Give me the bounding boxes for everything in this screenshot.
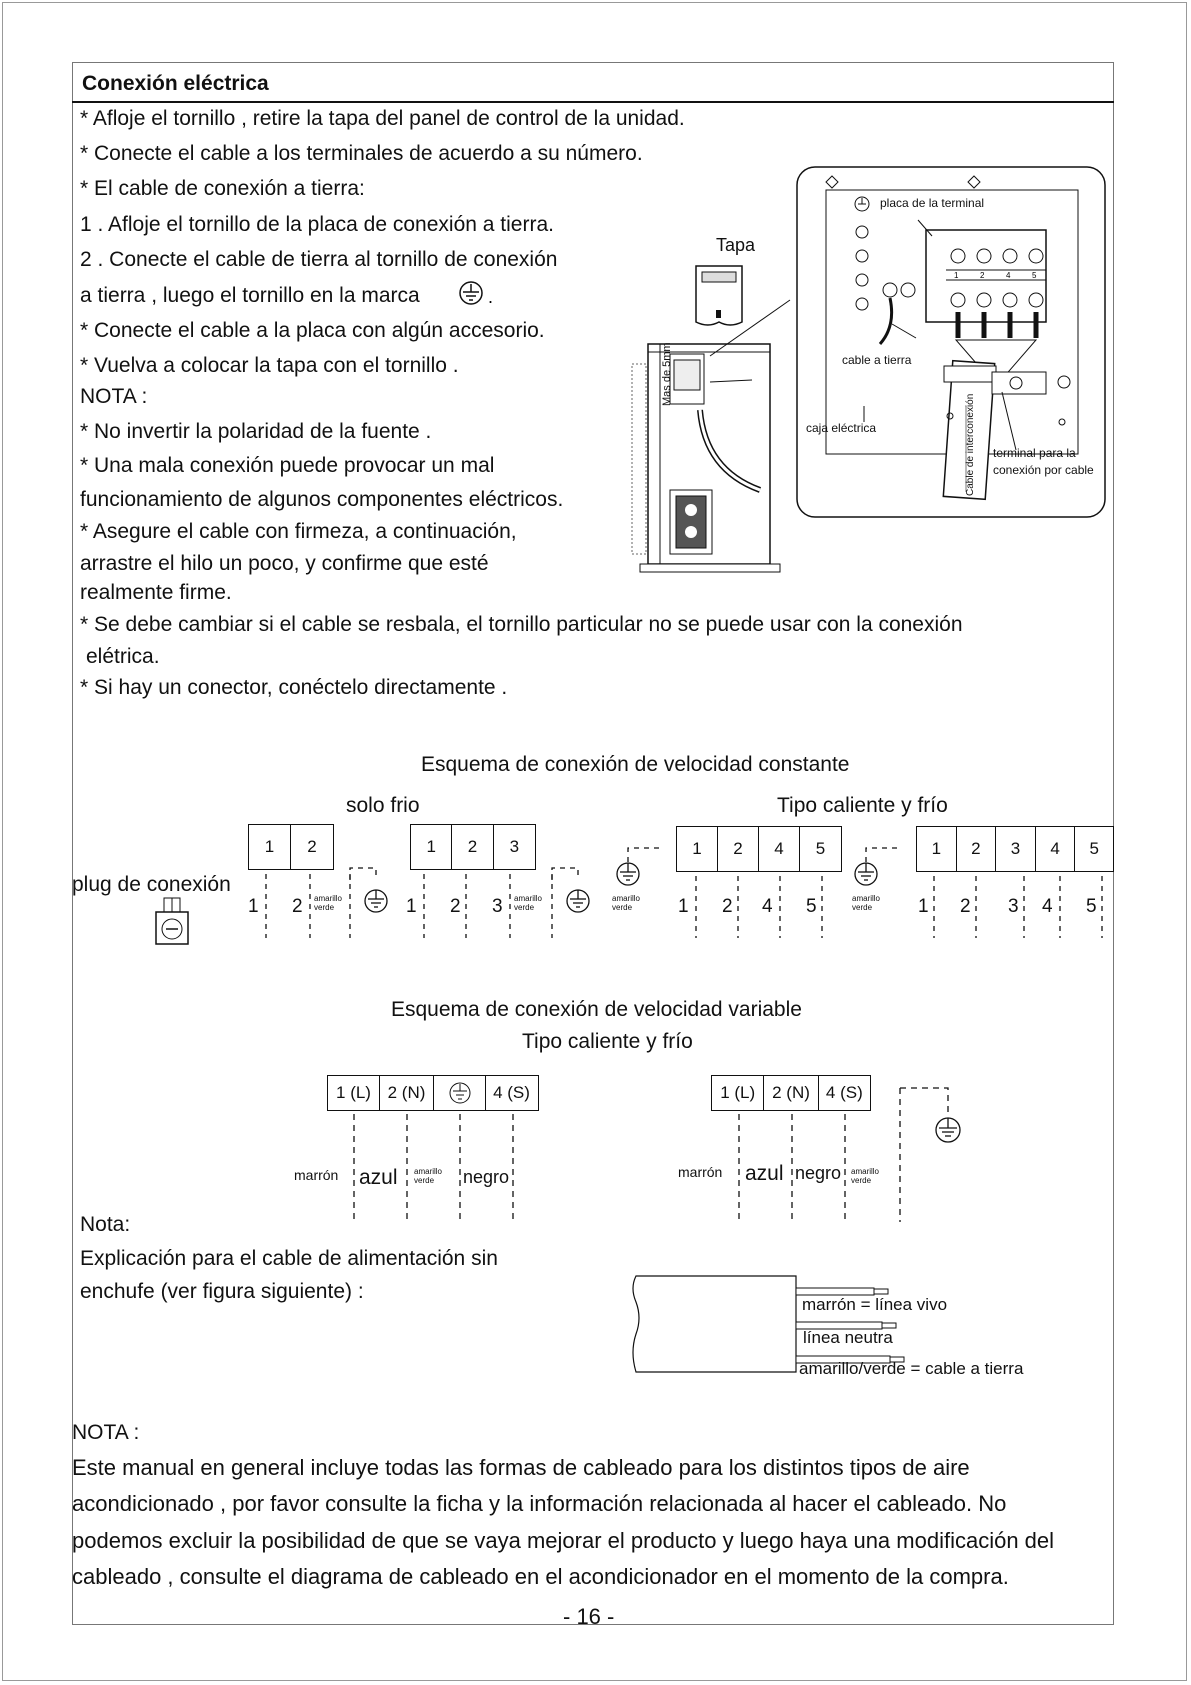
terminal-label-1: terminal para la xyxy=(993,446,1076,460)
terminal-cell: 1 (L) xyxy=(712,1076,764,1110)
cold-only-label: solo frio xyxy=(346,794,420,817)
terminal-cell: 1 (L) xyxy=(328,1076,380,1110)
wire-color-label: marrón xyxy=(294,1167,339,1183)
instruction-line: * Si hay un conector, conéctelo directamente . xyxy=(80,676,508,699)
wire-color-label: verde xyxy=(514,903,535,912)
wire-color-label: amarillo xyxy=(612,894,641,903)
wire-number: 3 xyxy=(1008,896,1019,917)
instruction-line: arrastre el hilo un poco, y confirme que esté xyxy=(80,552,489,575)
wire-number: 4 xyxy=(1042,896,1053,917)
wire-color-label: azul xyxy=(745,1162,784,1185)
terminal-cell: 1 xyxy=(677,827,718,871)
clearance-label: Mas de 5mm xyxy=(661,342,673,406)
variable-scheme-title: Esquema de conexión de velocidad variable xyxy=(391,998,802,1021)
terminal-cell: 3 xyxy=(509,837,520,856)
wire-number: 2 xyxy=(292,896,303,917)
instruction-line: a tierra , luego el tornillo en la marca xyxy=(80,284,420,307)
terminal-cell: 4 xyxy=(759,827,800,871)
wire-color-label: negro xyxy=(463,1167,510,1187)
wire-color-label: amarillo xyxy=(852,894,881,903)
wire-number: 4 xyxy=(762,896,773,917)
cable-label: línea neutra xyxy=(803,1328,893,1347)
wire-color-label: verde xyxy=(414,1176,435,1185)
nota-text: Explicación para el cable de alimentación sin xyxy=(80,1247,498,1270)
instruction-line: * Una mala conexión puede provocar un mal xyxy=(80,454,495,477)
nota-text: enchufe (ver figura siguiente) : xyxy=(80,1280,364,1303)
cable-label: amarillo/verde = cable a tierra xyxy=(799,1359,1024,1378)
terminal-cell: 1 xyxy=(249,825,291,869)
terminal-cell: 2 xyxy=(307,837,317,856)
instruction-line: * Se debe cambiar si el cable se resbala, el tornillo particular no se puede usar con la conexión xyxy=(80,613,963,636)
plug-label: plug de conexión xyxy=(72,873,231,896)
instruction-line: * Vuelva a colocar la tapa con el tornillo . xyxy=(80,354,459,377)
earth-cable-label: cable a tierra xyxy=(842,353,912,367)
instruction-line: * Conecte el cable a los terminales de acuerdo a su número. xyxy=(80,142,643,165)
electric-box-label: caja eléctrica xyxy=(806,421,877,435)
instruction-line: * Afloje el tornillo , retire la tapa del panel de control de la unidad. xyxy=(80,107,685,130)
svg-text:5: 5 xyxy=(1032,271,1037,280)
cover-label: Tapa xyxy=(716,235,756,255)
wire-number: 5 xyxy=(806,896,817,917)
note-label: NOTA : xyxy=(80,385,148,408)
terminal-cell: 2 (N) xyxy=(764,1076,818,1110)
terminal-cell: 3 xyxy=(996,827,1036,871)
wire-number: 3 xyxy=(492,896,503,917)
terminal-cell: 2 xyxy=(718,827,759,871)
terminal-cell: 2 xyxy=(452,825,493,869)
wire-color-label: amarillo xyxy=(514,894,543,903)
instruction-line: realmente firme. xyxy=(80,581,232,604)
final-note-line: podemos excluir la posibilidad de que se vaya mejorar el producto y luego haya una modificación del xyxy=(72,1528,1055,1553)
terminal-cell: 5 xyxy=(1089,839,1099,858)
instruction-line: 2 . Conecte el cable de tierra al tornillo de conexión xyxy=(80,248,558,271)
final-note-line: acondicionado , por favor consulte la ficha y la información relacionada al hacer el cableado. No xyxy=(72,1491,1007,1516)
final-note-line: Este manual en general incluye todas las formas de cableado para los distintos tipos de aire xyxy=(72,1455,970,1480)
terminal-cell: 1 xyxy=(917,827,957,871)
terminal-cell: 4 (S) xyxy=(493,1083,530,1102)
variable-scheme-subtitle: Tipo caliente y frío xyxy=(522,1030,693,1053)
terminal-cell: 4 (S) xyxy=(825,1083,863,1102)
instruction-line: * No invertir la polaridad de la fuente . xyxy=(80,420,432,443)
terminal-plate-label: placa de la terminal xyxy=(880,196,985,210)
instruction-line: * El cable de conexión a tierra: xyxy=(80,177,365,200)
wire-color-label: amarillo xyxy=(851,1167,880,1176)
wire-color-label: verde xyxy=(612,903,633,912)
wire-color-label: amarillo xyxy=(314,894,343,903)
svg-text:.: . xyxy=(488,287,494,307)
instruction-line: funcionamiento de algunos componentes eléctricos. xyxy=(80,488,564,511)
interconnect-cable-label: Cable de interconexión xyxy=(965,393,976,496)
wire-color-label: azul xyxy=(359,1166,398,1189)
wire-number: 2 xyxy=(722,896,733,917)
wire-color-label: verde xyxy=(852,903,873,912)
wire-number: 2 xyxy=(450,896,461,917)
constant-scheme-title: Esquema de conexión de velocidad constante xyxy=(421,753,850,776)
wire-number: 1 xyxy=(248,896,259,917)
page-number: - 16 - xyxy=(563,1604,615,1629)
instruction-line: elétrica. xyxy=(86,645,160,668)
wire-color-label: negro xyxy=(795,1163,842,1183)
svg-text:1: 1 xyxy=(954,271,959,280)
wire-number: 2 xyxy=(960,896,971,917)
terminal-cell: 2 (N) xyxy=(380,1076,434,1110)
wire-color-label: amarillo xyxy=(414,1167,443,1176)
svg-text:4: 4 xyxy=(1006,271,1011,280)
terminal-cell: 5 xyxy=(815,839,826,858)
final-note-label: NOTA : xyxy=(72,1421,140,1444)
wire-color-label: verde xyxy=(851,1176,872,1185)
heat-cold-label: Tipo caliente y frío xyxy=(777,794,948,817)
terminal-cell: 2 xyxy=(957,827,997,871)
wire-number: 1 xyxy=(918,896,929,917)
terminal-label-2: conexión por cable xyxy=(993,463,1094,477)
final-note-line: cableado , consulte el diagrama de cableado en el acondicionador en el momento de la compra. xyxy=(72,1564,1009,1589)
nota-label: Nota: xyxy=(80,1213,131,1236)
terminal-cell: 4 xyxy=(1036,827,1076,871)
wire-color-label: verde xyxy=(314,903,335,912)
terminal-cell: 1 xyxy=(411,825,452,869)
wire-number: 1 xyxy=(678,896,689,917)
wire-number: 1 xyxy=(406,896,417,917)
cable-label: marrón = línea vivo xyxy=(802,1295,948,1314)
wire-number: 5 xyxy=(1086,896,1097,917)
instruction-line: * Conecte el cable a la placa con algún accesorio. xyxy=(80,319,545,342)
svg-text:2: 2 xyxy=(980,271,985,280)
instruction-line: 1 . Afloje el tornillo de la placa de conexión a tierra. xyxy=(80,213,554,236)
section-heading: Conexión eléctrica xyxy=(82,72,269,95)
instruction-line: * Asegure el cable con firmeza, a continuación, xyxy=(80,520,517,543)
wire-color-label: marrón xyxy=(678,1164,723,1180)
